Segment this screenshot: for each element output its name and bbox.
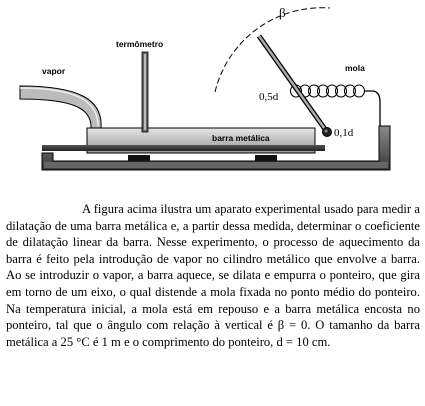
angle-arc [215,8,330,92]
spring [291,85,381,126]
thermometer [142,52,148,132]
bar-label: barra metálica [212,133,270,143]
pointer [259,36,332,137]
question-text [6,201,420,350]
thermometer-label: termômetro [116,39,164,49]
metal-bar [42,145,325,151]
vapor-pipe [20,86,101,128]
spring-label: mola [345,63,365,73]
angle-label: β [279,5,286,20]
half-d-label: 0,5d [259,91,279,103]
question-paragraph: A figura acima ilustra um aparato experimental usado para medir a dilatação de uma barra metálica e, a partir dessa medida, determinar o coeficiente de dilatação linear da barra. Nesse experimento, o processo de aquecimento da barra é feito pela introdução de vapor no cilindro metálico que envolve a barra. Ao se introduzir o vapor, a barra aquece, se dilata e empurra o ponteiro, que gira em torno de um eixo, o qual distende a mola fixada no ponto médio do ponteiro. Na temperatura inicial, a mola está em repouso e a barra metálica encosta no ponteiro, tal que o ângulo com relação à vertical é β = 0. O tamanho da barra metálica a 25 °C é 1 m e o comprimento do ponteiro, d = 10 cm. [6,202,420,349]
vapor-label: vapor [42,66,66,76]
apparatus-figure [0,0,425,200]
tenth-d-label: 0,1d [334,127,354,139]
